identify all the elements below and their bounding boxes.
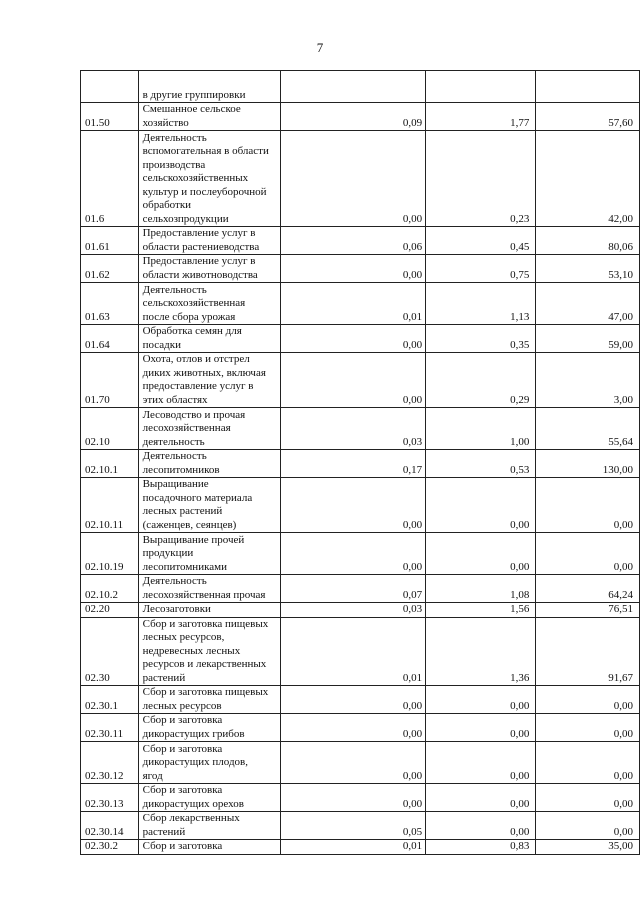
row-code: 02.30.14 xyxy=(81,812,139,840)
table-row xyxy=(81,71,640,103)
row-value-3: 53,10 xyxy=(536,255,640,283)
data-table xyxy=(80,70,640,855)
row-value-1: 0,17 xyxy=(280,450,425,478)
row-value-3: 0,00 xyxy=(536,478,640,533)
table-row xyxy=(81,603,640,618)
row-value-2: 0,00 xyxy=(426,742,536,784)
table-row xyxy=(81,283,640,325)
row-value-2: 1,00 xyxy=(426,408,536,450)
row-value-1: 0,03 xyxy=(280,408,425,450)
row-value-1: 0,00 xyxy=(280,686,425,714)
row-value-1: 0,00 xyxy=(280,353,425,408)
table-row xyxy=(81,575,640,603)
row-value-1: 0,01 xyxy=(280,617,425,686)
row-code: 01.50 xyxy=(81,103,139,131)
row-code: 02.10.19 xyxy=(81,533,139,575)
table-row xyxy=(81,533,640,575)
row-code xyxy=(81,71,139,103)
row-value-2: 0,35 xyxy=(426,325,536,353)
row-value-3: 130,00 xyxy=(536,450,640,478)
row-code: 02.30.2 xyxy=(81,840,139,855)
row-value-3: 80,06 xyxy=(536,227,640,255)
table-row xyxy=(81,784,640,812)
row-name: Сбор и заготовка дикорастущих плодов, ягод xyxy=(138,742,280,784)
row-value-1: 0,01 xyxy=(280,840,425,855)
table-row xyxy=(81,408,640,450)
row-value-2: 0,53 xyxy=(426,450,536,478)
row-value-2: 1,56 xyxy=(426,603,536,618)
row-value-3: 0,00 xyxy=(536,714,640,742)
table-row xyxy=(81,227,640,255)
row-value-1: 0,03 xyxy=(280,603,425,618)
row-value-1 xyxy=(280,71,425,103)
table-row xyxy=(81,840,640,855)
row-value-1: 0,00 xyxy=(280,742,425,784)
row-code: 02.30.12 xyxy=(81,742,139,784)
row-code: 01.6 xyxy=(81,131,139,227)
row-value-1: 0,00 xyxy=(280,784,425,812)
row-value-2: 0,00 xyxy=(426,533,536,575)
row-name: Смешанное сельское хозяйство xyxy=(138,103,280,131)
row-code: 01.64 xyxy=(81,325,139,353)
row-name: Деятельность сельскохозяйственная после сбора урожая xyxy=(138,283,280,325)
row-value-1: 0,00 xyxy=(280,255,425,283)
row-value-1: 0,06 xyxy=(280,227,425,255)
row-value-1: 0,00 xyxy=(280,533,425,575)
table-row xyxy=(81,450,640,478)
row-value-3: 3,00 xyxy=(536,353,640,408)
row-value-1: 0,09 xyxy=(280,103,425,131)
row-value-2: 1,13 xyxy=(426,283,536,325)
row-name: Лесоводство и прочая лесохозяйственная деятельность xyxy=(138,408,280,450)
row-value-2: 1,08 xyxy=(426,575,536,603)
table-body xyxy=(81,71,640,855)
row-code: 01.61 xyxy=(81,227,139,255)
row-code: 02.30.11 xyxy=(81,714,139,742)
row-value-2: 0,00 xyxy=(426,784,536,812)
table-row xyxy=(81,686,640,714)
row-name: Деятельность вспомогательная в области производства сельскохозяйственных культур и послеуборочной обработки сельхозпродукции xyxy=(138,131,280,227)
row-value-2: 1,77 xyxy=(426,103,536,131)
row-code: 02.30.13 xyxy=(81,784,139,812)
row-value-3: 0,00 xyxy=(536,784,640,812)
row-value-3: 91,67 xyxy=(536,617,640,686)
row-value-2: 0,75 xyxy=(426,255,536,283)
row-value-3: 0,00 xyxy=(536,742,640,784)
table-row xyxy=(81,714,640,742)
row-value-3: 0,00 xyxy=(536,686,640,714)
row-code: 02.10 xyxy=(81,408,139,450)
row-name: Предоставление услуг в области животноводства xyxy=(138,255,280,283)
table-row xyxy=(81,325,640,353)
row-code: 02.10.1 xyxy=(81,450,139,478)
row-value-2: 0,45 xyxy=(426,227,536,255)
row-value-3 xyxy=(536,71,640,103)
row-code: 02.30.1 xyxy=(81,686,139,714)
row-name: Сбор и заготовка пищевых лесных ресурсов, недревесных лесных ресурсов и лекарственных растений xyxy=(138,617,280,686)
row-value-1: 0,07 xyxy=(280,575,425,603)
row-name: Лесозаготовки xyxy=(138,603,280,618)
table-row xyxy=(81,742,640,784)
row-code: 01.62 xyxy=(81,255,139,283)
row-value-1: 0,05 xyxy=(280,812,425,840)
row-value-3: 0,00 xyxy=(536,533,640,575)
row-name: Сбор и заготовка дикорастущих орехов xyxy=(138,784,280,812)
row-name: Выращивание посадочного материала лесных растений (саженцев, сеянцев) xyxy=(138,478,280,533)
row-code: 02.10.2 xyxy=(81,575,139,603)
row-value-1: 0,00 xyxy=(280,478,425,533)
row-value-3: 35,00 xyxy=(536,840,640,855)
table-row xyxy=(81,478,640,533)
row-code: 02.30 xyxy=(81,617,139,686)
row-name: Сбор и заготовка пищевых лесных ресурсов xyxy=(138,686,280,714)
row-value-3: 42,00 xyxy=(536,131,640,227)
row-value-2: 0,00 xyxy=(426,812,536,840)
row-code: 02.20 xyxy=(81,603,139,618)
row-value-3: 55,64 xyxy=(536,408,640,450)
row-value-2: 1,36 xyxy=(426,617,536,686)
row-value-1: 0,00 xyxy=(280,325,425,353)
row-value-2: 0,00 xyxy=(426,714,536,742)
table-row xyxy=(81,103,640,131)
table-row xyxy=(81,812,640,840)
row-value-1: 0,00 xyxy=(280,714,425,742)
row-name: Деятельность лесохозяйственная прочая xyxy=(138,575,280,603)
row-code: 01.63 xyxy=(81,283,139,325)
row-name: Сбор и заготовка дикорастущих грибов xyxy=(138,714,280,742)
row-value-3: 47,00 xyxy=(536,283,640,325)
row-value-3: 0,00 xyxy=(536,812,640,840)
row-value-2: 0,23 xyxy=(426,131,536,227)
row-name: Охота, отлов и отстрел диких животных, включая предоставление услуг в этих областях xyxy=(138,353,280,408)
table-row xyxy=(81,131,640,227)
table-row xyxy=(81,617,640,686)
row-value-2: 0,29 xyxy=(426,353,536,408)
row-name: в другие группировки xyxy=(138,71,280,103)
row-code: 02.10.11 xyxy=(81,478,139,533)
row-value-1: 0,01 xyxy=(280,283,425,325)
row-value-3: 64,24 xyxy=(536,575,640,603)
row-value-3: 76,51 xyxy=(536,603,640,618)
row-value-2: 0,00 xyxy=(426,686,536,714)
row-name: Деятельность лесопитомников xyxy=(138,450,280,478)
page-number: 7 xyxy=(316,40,324,55)
row-value-2 xyxy=(426,71,536,103)
row-name: Обработка семян для посадки xyxy=(138,325,280,353)
table-row xyxy=(81,353,640,408)
row-value-3: 59,00 xyxy=(536,325,640,353)
row-value-2: 0,83 xyxy=(426,840,536,855)
row-value-1: 0,00 xyxy=(280,131,425,227)
row-name: Выращивание прочей продукции лесопитомниками xyxy=(138,533,280,575)
table-row xyxy=(81,255,640,283)
row-value-3: 57,60 xyxy=(536,103,640,131)
row-name: Предоставление услуг в области растениеводства xyxy=(138,227,280,255)
row-value-2: 0,00 xyxy=(426,478,536,533)
row-name: Сбор лекарственных растений xyxy=(138,812,280,840)
row-name: Сбор и заготовка xyxy=(138,840,280,855)
row-code: 01.70 xyxy=(81,353,139,408)
